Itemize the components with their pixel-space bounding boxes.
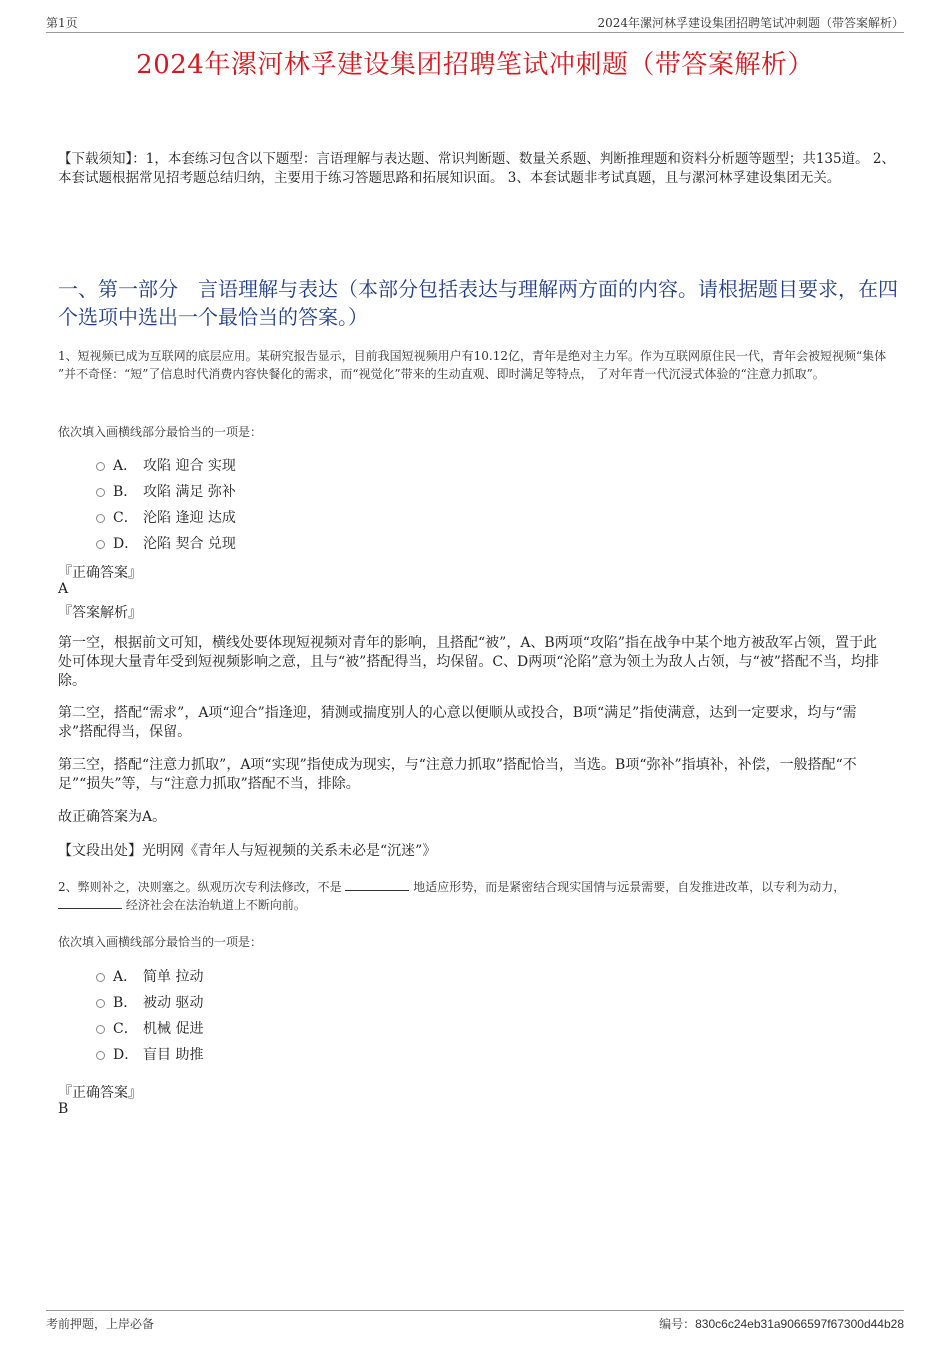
- fill-blank: [345, 878, 409, 891]
- option-text: 沦陷 逢迎 达成: [143, 510, 236, 526]
- option-a[interactable]: [96, 963, 203, 989]
- radio-icon[interactable]: [96, 540, 105, 549]
- option-letter: A．: [113, 969, 138, 985]
- code-value: 830c6c24eb31a9066597f67300d44b28: [695, 1317, 904, 1331]
- answer-value: A: [58, 581, 69, 597]
- answer-label: 『正确答案』: [58, 1085, 142, 1101]
- footer-divider: [46, 1310, 904, 1311]
- radio-icon[interactable]: [96, 1025, 105, 1034]
- footer-slogan: 考前押题，上岸必备: [46, 1317, 155, 1331]
- question-text-part: 地适应形势，而是紧密结合现实国情与远景需要，自发推进改革，以专利为动力，: [413, 880, 846, 894]
- footer-code: [659, 1315, 904, 1332]
- analysis-paragraph: 第一空，根据前文可知，横线处要体现短视频对青年的影响，且搭配“被”，A、B两项“攻陷”指在战争中某个地方被敌军占领，置于此处可体现大量青年受到短视频影响之意，且与“被”搭配得当，均保留。C、D两项“沦陷”意为领土为敌人占领，与“被”搭配不当，均排除。: [58, 635, 879, 689]
- code-label: 编号：: [659, 1317, 696, 1331]
- analysis-paragraph: 第二空，搭配“需求”，A项“迎合”指逢迎，猜测或揣度别人的心意以便顺从或投合，B项“满足”指使满意，达到一定要求，均与“需求”搭配得当，保留。: [58, 705, 857, 740]
- question-1-prompt: 依次填入画横线部分最恰当的一项是：: [58, 425, 263, 439]
- radio-icon[interactable]: [96, 462, 105, 471]
- option-d[interactable]: [96, 1041, 203, 1067]
- option-letter: D．: [113, 1047, 139, 1063]
- option-letter: B．: [113, 484, 138, 500]
- page-number: 第1页: [46, 16, 78, 30]
- option-letter: B．: [113, 995, 138, 1011]
- question-2-text: [58, 878, 898, 914]
- analysis-paragraph: 第三空，搭配“注意力抓取”，A项“实现”指使成为现实，与“注意力抓取”搭配恰当，当选。B项“弥补”指填补，补偿，一般搭配“不足”“损失”等，与“注意力抓取”搭配不当，排除。: [58, 757, 857, 792]
- question-2-options: [96, 963, 203, 1067]
- radio-icon[interactable]: [96, 514, 105, 523]
- option-letter: C．: [113, 1021, 138, 1037]
- question-2-prompt: 依次填入画横线部分最恰当的一项是：: [58, 935, 263, 949]
- header-divider: [46, 32, 904, 33]
- header-doc-title: 2024年漯河林孚建设集团招聘笔试冲刺题（带答案解析）: [597, 16, 904, 30]
- analysis-label: 『答案解析』: [58, 605, 142, 621]
- radio-icon[interactable]: [96, 1051, 105, 1060]
- radio-icon[interactable]: [96, 999, 105, 1008]
- download-notice: 【下载须知】：1，本套练习包含以下题型：言语理解与表达题、常识判断题、数量关系题、判断推理题和资料分析题等题型；共135道。 2、本套试题根据常见招考题总结归纳，主要用于练习答题思路和拓展知识面。 3、本套试题非考试真题，且与漯河林孚建设集团无关。: [58, 151, 895, 186]
- option-text: 机械 促进: [143, 1021, 204, 1037]
- option-letter: A．: [113, 458, 138, 474]
- section-title: 一、第一部分 言语理解与表达（本部分包括表达与理解两方面的内容。请根据题目要求，在四个选项中选出一个最恰当的答案。）: [58, 277, 898, 329]
- radio-icon[interactable]: [96, 973, 105, 982]
- option-c[interactable]: [96, 1015, 203, 1041]
- option-c[interactable]: [96, 504, 236, 530]
- question-text-part: 2、弊则补之，决则塞之。纵观历次专利法修改，不是: [58, 880, 342, 894]
- page-title: 2024年漯河林孚建设集团招聘笔试冲刺题（带答案解析）: [136, 50, 814, 80]
- option-letter: C．: [113, 510, 138, 526]
- option-b[interactable]: [96, 989, 203, 1015]
- radio-icon[interactable]: [96, 488, 105, 497]
- answer-value: B: [58, 1101, 69, 1117]
- question-text-part: 经济社会在法治轨道上不断向前。: [125, 898, 306, 912]
- option-text: 攻陷 迎合 实现: [143, 458, 236, 474]
- option-text: 简单 拉动: [143, 969, 204, 985]
- answer-label: 『正确答案』: [58, 565, 142, 581]
- option-text: 盲目 助推: [143, 1047, 204, 1063]
- option-letter: D．: [113, 536, 139, 552]
- option-text: 被动 驱动: [143, 995, 204, 1011]
- question-1-text: 1、短视频已成为互联网的底层应用。某研究报告显示，目前我国短视频用户有10.12亿，青年是绝对主力军。作为互联网原住民一代，青年会被短视频“集体 ”并不奇怪：“短”了信息时代消费内容快餐化的需求，而“视觉化”带来的生动直观、即时满足等特点， 了对年青一代沉浸式体验的“注意力抓取”。: [58, 349, 887, 381]
- option-b[interactable]: [96, 478, 236, 504]
- option-d[interactable]: [96, 530, 236, 556]
- option-a[interactable]: [96, 452, 236, 478]
- option-text: 攻陷 满足 弥补: [143, 484, 236, 500]
- option-text: 沦陷 契合 兑现: [143, 536, 236, 552]
- question-1-options: [96, 452, 236, 556]
- source-citation: 【文段出处】光明网《青年人与短视频的关系未必是“沉迷”》: [58, 843, 437, 859]
- fill-blank: [58, 896, 122, 909]
- analysis-conclusion: 故正确答案为A。: [58, 809, 167, 825]
